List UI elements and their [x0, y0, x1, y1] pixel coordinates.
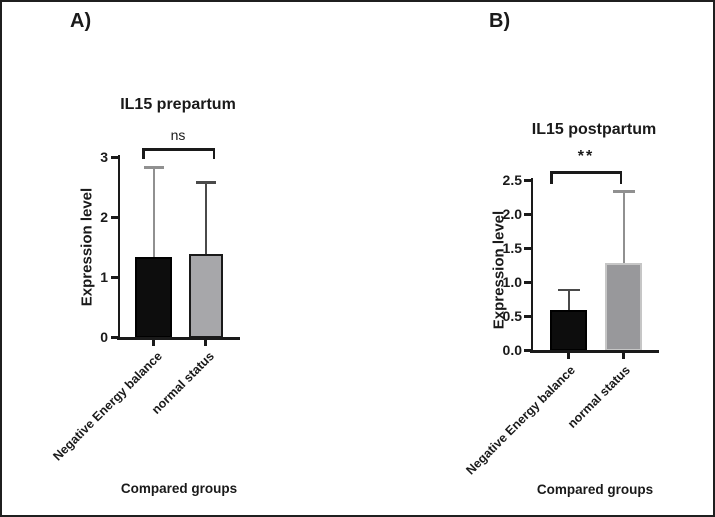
- panel-b-significance: **: [577, 148, 595, 165]
- panel-a-ytick-label: 0: [100, 329, 108, 345]
- panel-b-ytick-label: 2.0: [502, 206, 522, 222]
- panel-a-xtick-2: [204, 340, 207, 346]
- panel-a-y-axis-label: Expression level: [78, 187, 96, 307]
- panel-b-category-label-1: Negative Energy balance: [463, 363, 578, 478]
- panel-1-err-cap-0: [558, 289, 580, 292]
- panel-b-title: IL15 postpartum: [531, 121, 657, 138]
- panel-b-ytick-05: [524, 315, 531, 318]
- panel-a-significance: ns: [170, 127, 186, 143]
- panel-b-xtick-1: [567, 353, 570, 359]
- panel-b-ytick-label: 2.5: [502, 172, 522, 188]
- panel-a-ytick-3: [111, 156, 118, 159]
- panel-a-bracket-end-right: [213, 148, 216, 159]
- panel-a-category-label-1: Negative Energy balance: [50, 349, 165, 464]
- panel-a-ytick-2: [111, 216, 118, 219]
- panel-a-y-axis-line: [118, 155, 121, 340]
- panel-b-ytick-label: 1.0: [502, 274, 522, 290]
- panel-a-ytick-1: [111, 276, 118, 279]
- panel-a-x-axis-title: Compared groups: [120, 481, 238, 496]
- panel-b-x-axis-title: Compared groups: [536, 482, 654, 497]
- panel-1-err-cap-1: [613, 190, 635, 193]
- panel-0-err-line-1: [205, 182, 207, 258]
- panel-b-x-axis-line: [530, 350, 659, 353]
- panel-b-ytick-25: [524, 179, 531, 182]
- panel-0-bar-1: [189, 254, 223, 338]
- panel-b-ytick-20: [524, 213, 531, 216]
- panel-a-ytick-label: 1: [100, 269, 108, 285]
- panel-a-category-label-2: normal status: [149, 349, 217, 417]
- panel-b-ytick-15: [524, 247, 531, 250]
- panel-a-ytick-label: 2: [100, 209, 108, 225]
- panel-0-err-line-0: [153, 167, 155, 261]
- panel-b-ytick-label: 0.5: [502, 308, 522, 324]
- panel-b-label: B): [489, 10, 511, 32]
- panel-b-bracket-end-left: [550, 171, 553, 184]
- panel-b-y-axis-label: Expression level: [490, 210, 508, 330]
- panel-b-y-axis-line: [531, 178, 534, 353]
- panel-0-err-cap-0: [144, 166, 164, 169]
- panel-b-ytick-label: 1.5: [502, 240, 522, 256]
- panel-a-bracket-end-left: [142, 148, 145, 159]
- panel-1-bar-1: [605, 263, 642, 351]
- panel-b-ytick-10: [524, 281, 531, 284]
- panel-b-bracket-line: [550, 171, 622, 174]
- panel-a-ytick-label: 3: [100, 149, 108, 165]
- panel-a-title: IL15 prepartum: [120, 96, 236, 113]
- panel-a-bracket-line: [142, 148, 215, 151]
- panel-a-xtick-1: [152, 340, 155, 346]
- panel-0-err-cap-1: [196, 181, 216, 184]
- panel-b-ytick-label: 0.0: [502, 342, 522, 358]
- panel-b-bracket-end-right: [620, 171, 623, 184]
- panel-b-category-label-2: normal status: [565, 363, 633, 431]
- panel-0-bar-0: [135, 257, 172, 338]
- panel-b-xtick-2: [622, 353, 625, 359]
- panel-a-label: A): [70, 10, 92, 32]
- panel-a-x-axis-line: [117, 337, 240, 340]
- panel-1-bar-0: [550, 310, 587, 351]
- panel-1-err-line-1: [623, 191, 625, 266]
